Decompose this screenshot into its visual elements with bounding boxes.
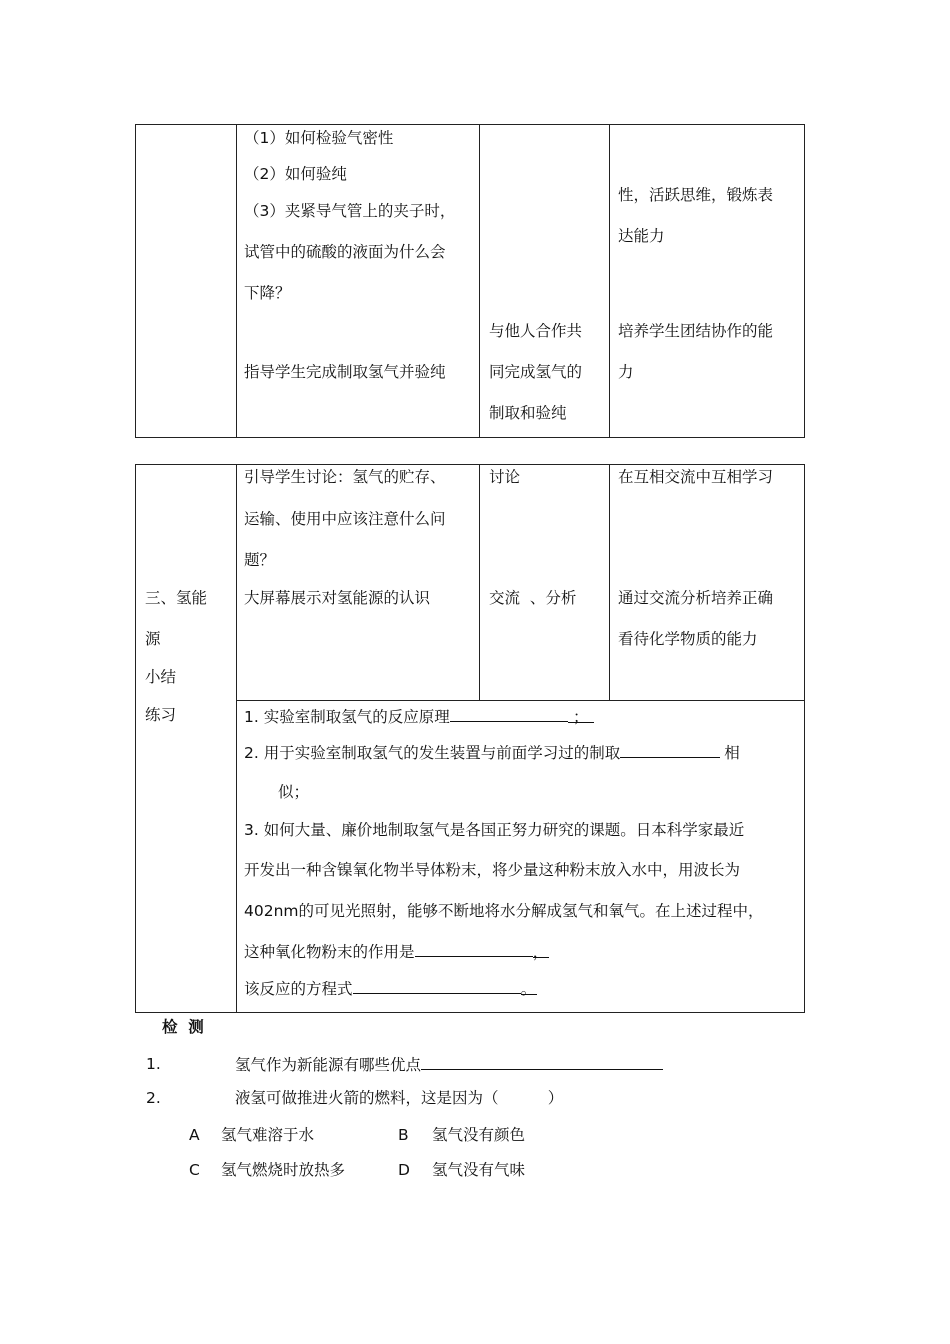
table2-text: 通过交流分析培养正确 bbox=[618, 589, 774, 607]
exercise-3-line bbox=[244, 941, 549, 962]
option-a[interactable]: 氢气难溶于水 bbox=[221, 1126, 315, 1144]
option-c-letter: C bbox=[189, 1161, 200, 1179]
table2-text: 看待化学物质的能力 bbox=[618, 630, 758, 648]
table1-text: （2）如何验纯 bbox=[244, 165, 347, 183]
answer-blank[interactable] bbox=[415, 941, 533, 957]
exercise-3-line: 402nm的可见光照射，能够不断地将水分解成氢气和氧气。在上述过程中， bbox=[244, 902, 764, 920]
check-q1-num: 1. bbox=[146, 1055, 161, 1073]
exercise-1 bbox=[244, 706, 594, 727]
table1-text: 下降？ bbox=[244, 284, 291, 302]
exercise-2-end: 相 bbox=[724, 744, 740, 762]
table1-text: 力 bbox=[618, 363, 634, 381]
answer-blank[interactable] bbox=[450, 706, 568, 722]
table1-text: 达能力 bbox=[618, 227, 665, 245]
table2-text: 讨论 bbox=[489, 468, 521, 486]
exercise-3-line: 3. 如何大量、廉价地制取氢气是各国正努力研究的课题。日本科学家最近 bbox=[244, 821, 745, 839]
check-q2-num: 2. bbox=[146, 1089, 161, 1107]
check-q1 bbox=[235, 1054, 663, 1075]
section-title: 源 bbox=[145, 630, 161, 648]
check-q2-text: 液氢可做推进火箭的燃料，这是因为（ ） bbox=[235, 1089, 564, 1107]
section-title: 三、氢能 bbox=[145, 589, 208, 607]
option-b[interactable]: 氢气没有颜色 bbox=[432, 1126, 526, 1144]
option-c[interactable]: 氢气燃烧时放热多 bbox=[221, 1161, 346, 1179]
exercise-3-text: 该反应的方程式 bbox=[244, 980, 353, 998]
exercise-3-text: 这种氧化物粉末的作用是 bbox=[244, 943, 415, 961]
table1-text: 同完成氢气的 bbox=[489, 363, 583, 381]
answer-blank[interactable] bbox=[620, 742, 720, 758]
table1-text: 培养学生团结协作的能 bbox=[618, 322, 774, 340]
table2-text: 运输、使用中应该注意什么问 bbox=[244, 510, 446, 528]
answer-blank[interactable] bbox=[421, 1054, 663, 1070]
exercise-3-end: ， bbox=[532, 943, 549, 961]
check-q1-text: 氢气作为新能源有哪些优点 bbox=[235, 1056, 422, 1074]
exercise-2-cont: 似； bbox=[278, 783, 310, 801]
table1-text: 制取和验纯 bbox=[489, 404, 567, 422]
option-d-letter: D bbox=[398, 1161, 410, 1179]
exercise-3-line bbox=[244, 978, 537, 999]
table1-text: （3）夹紧导气管上的夹子时， bbox=[244, 202, 456, 220]
table1-text: 指导学生完成制取氢气并验纯 bbox=[244, 363, 446, 381]
section-title: 小结 bbox=[145, 668, 177, 686]
exercise-3-end: 。 bbox=[520, 980, 537, 998]
exercise-1-text: 1. 实验室制取氢气的反应原理 bbox=[244, 708, 450, 726]
exercise-2-text: 2. 用于实验室制取氢气的发生装置与前面学习过的制取 bbox=[244, 744, 621, 762]
table2-text: 交流 、分析 bbox=[489, 589, 577, 607]
table2-text: 题？ bbox=[244, 551, 276, 569]
table2-text: 引导学生讨论：氢气的贮存、 bbox=[244, 468, 446, 486]
table2-text: 大屏幕展示对氢能源的认识 bbox=[244, 589, 431, 607]
option-b-letter: B bbox=[398, 1126, 409, 1144]
section-title: 练习 bbox=[145, 706, 177, 724]
table1-text: （1）如何检验气密性 bbox=[244, 129, 394, 147]
table1-text: 与他人合作共 bbox=[489, 322, 583, 340]
exercise-1-end: ； bbox=[568, 707, 594, 723]
option-d[interactable]: 氢气没有气味 bbox=[432, 1161, 526, 1179]
table1-text: 性，活跃思维，锻炼表 bbox=[618, 186, 774, 204]
table2-text: 在互相交流中互相学习 bbox=[618, 468, 774, 486]
exercise-2 bbox=[244, 742, 740, 763]
option-a-letter: A bbox=[189, 1126, 200, 1144]
table1-text: 试管中的硫酸的液面为什么会 bbox=[244, 243, 446, 261]
answer-blank[interactable] bbox=[353, 978, 521, 994]
check-title: 检 测 bbox=[162, 1018, 204, 1036]
exercise-3-line: 开发出一种含镍氧化物半导体粉末，将少量这种粉末放入水中，用波长为 bbox=[244, 861, 741, 879]
